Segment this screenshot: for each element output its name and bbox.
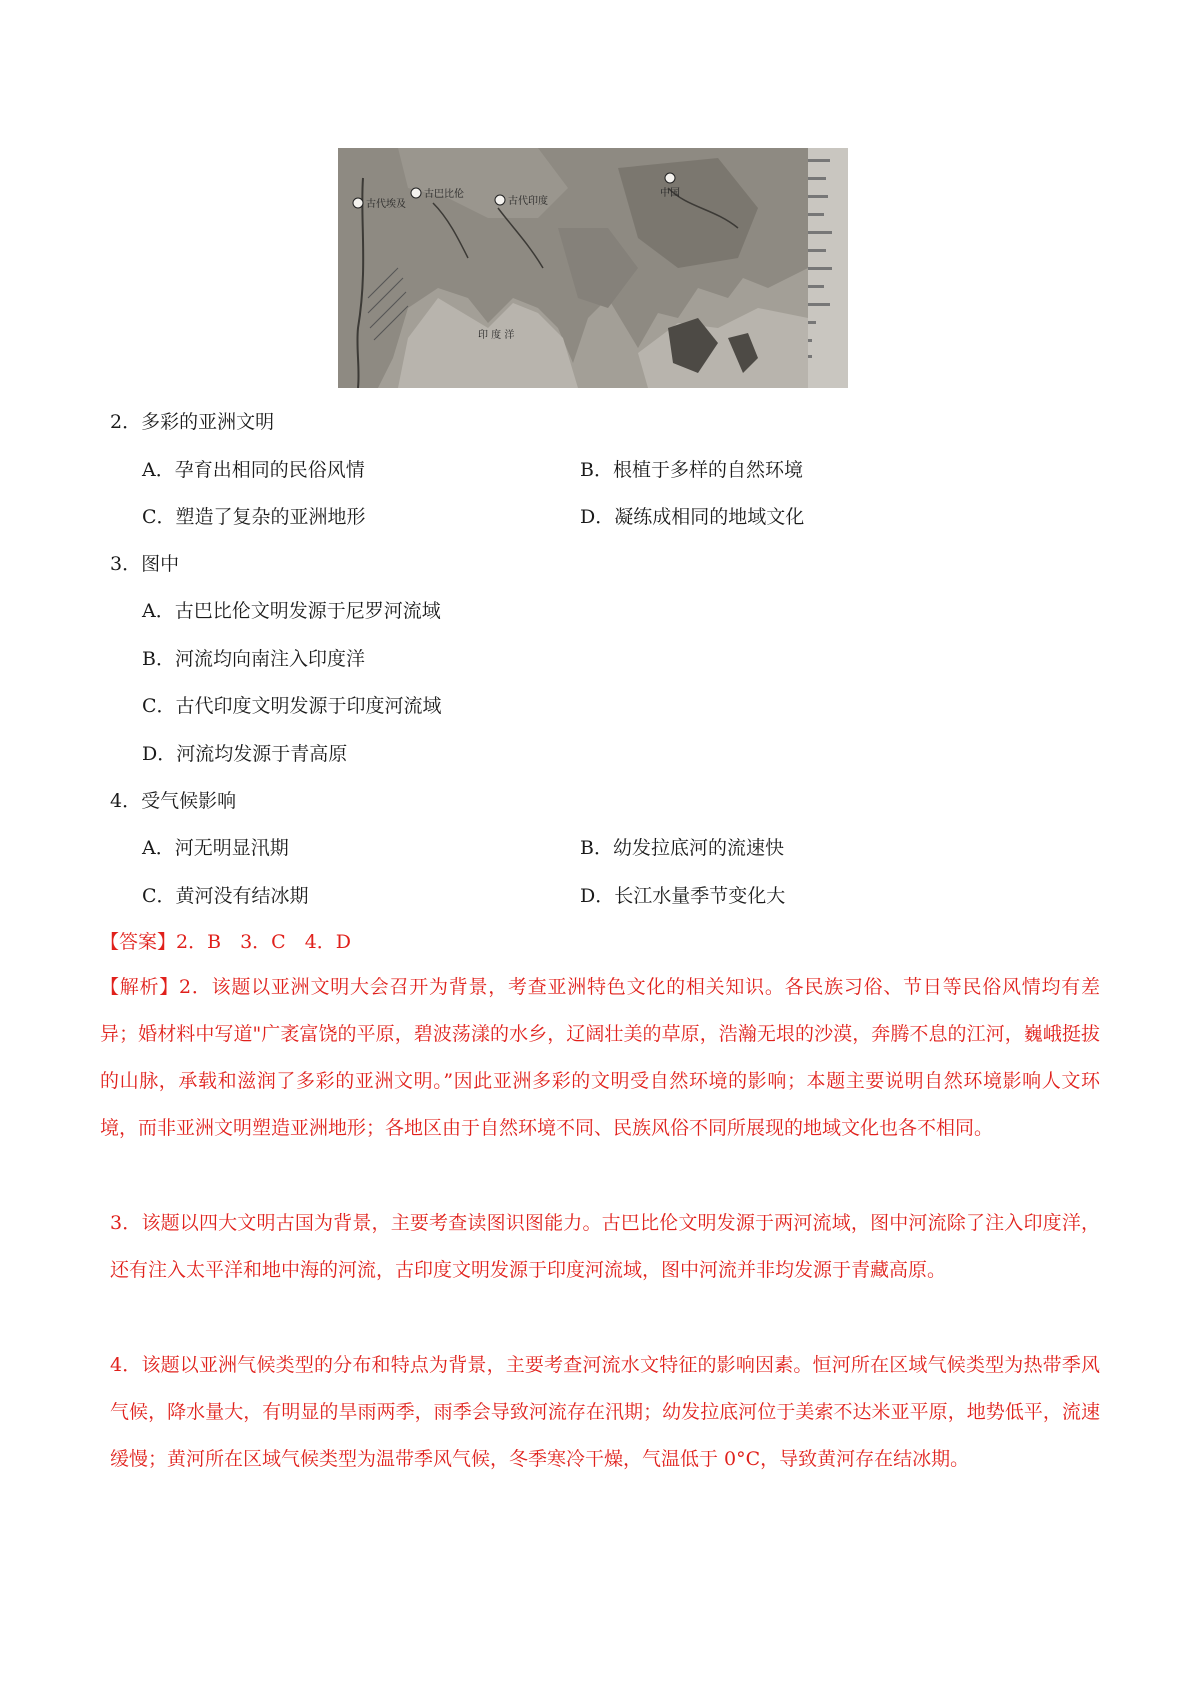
analysis-text-4: 4．该题以亚洲气候类型的分布和特点为背景，主要考查河流水文特征的影响因素。恒河所在区域气候类型为热带季风气候，降水量大，有明显的旱雨两季，雨季会导致河流存在汛期；幼发拉底河位于美索不达米亚平原，地势低平，流速缓慢；黄河所在区域气候类型为温带季风气候，冬季寒冷干燥，气温低于 0°C，导致黄河存在结冰期。 [110, 1354, 1100, 1470]
question-3-option-b[interactable] [142, 647, 365, 671]
marker-china-icon [665, 173, 675, 183]
option-letter: B． [580, 837, 613, 859]
question-3-option-a[interactable] [142, 599, 441, 623]
answer-line [100, 930, 351, 954]
option-text: 河流均发源于青高原 [176, 743, 348, 765]
question-3-option-c[interactable] [142, 694, 442, 718]
option-letter: C． [142, 695, 176, 717]
question-number: 4． [110, 790, 142, 812]
question-4-option-c[interactable] [142, 884, 309, 908]
question-4-option-b[interactable] [580, 836, 784, 860]
option-letter: B． [580, 459, 613, 481]
option-text: 古巴比伦文明发源于尼罗河流域 [174, 600, 441, 622]
answer-label: 【答案】 [100, 931, 177, 953]
map-label-babylon: 古巴比伦 [424, 189, 464, 200]
option-text: 长江水量季节变化大 [614, 885, 786, 907]
map-label-ocean: 印 度 洋 [478, 330, 515, 341]
option-text: 根植于多样的自然环境 [612, 459, 803, 481]
marker-india-icon [495, 195, 505, 205]
analysis-paragraph-4 [110, 1342, 1100, 1483]
question-3-option-d[interactable] [142, 742, 347, 766]
option-letter: C． [142, 506, 176, 528]
question-4-stem [110, 789, 236, 813]
question-number: 3． [110, 553, 142, 575]
option-text: 古代印度文明发源于印度河流域 [175, 695, 442, 717]
question-number: 2． [110, 411, 142, 433]
question-4-option-d[interactable] [580, 884, 785, 908]
option-letter: B． [142, 648, 175, 670]
map-image [338, 148, 808, 388]
option-text: 孕育出相同的民俗风情 [174, 459, 365, 481]
analysis-text-3: 3．该题以四大文明古国为背景，主要考查读图识图能力。古巴比伦文明发源于两河流域，图中河流除了注入印度洋，还有注入太平洋和地中海的河流，古印度文明发源于印度河流域，图中河流并非均发源于青藏高原。 [110, 1212, 1100, 1281]
map-label-egypt: 古代埃及 [366, 199, 406, 210]
question-text: 受气候影响 [141, 790, 237, 812]
analysis-text-2: 2．该题以亚洲文明大会召开为背景，考查亚洲特色文化的相关知识。各民族习俗、节日等民俗风情均有差异；婚材料中写道"广袤富饶的平原，碧波荡漾的水乡，辽阔壮美的草原，浩瀚无垠的沙漠，奔腾不息的江河，巍峨挺拔的山脉，承载和滋润了多彩的亚洲文明。”因此亚洲多彩的文明受自然环境的影响；本题主要说明自然环境影响人文环境，而非亚洲文明塑造亚洲地形；各地区由于自然环境不同、民族风俗不同所展现的地域文化也各不相同。 [100, 976, 1100, 1139]
map-label-china: 中国 [660, 188, 680, 199]
option-text: 凝练成相同的地域文化 [614, 506, 805, 528]
question-2-stem [110, 410, 274, 434]
option-letter: C． [142, 885, 176, 907]
question-3-stem [110, 552, 179, 576]
option-text: 河无明显汛期 [174, 837, 289, 859]
option-letter: D． [580, 506, 615, 528]
map-label-india: 古代印度 [508, 196, 548, 207]
question-text: 图中 [141, 553, 180, 575]
marker-babylon-icon [411, 188, 421, 198]
option-letter: A． [142, 459, 175, 481]
option-text: 河流均向南注入印度洋 [174, 648, 365, 670]
question-text: 多彩的亚洲文明 [141, 411, 275, 433]
analysis-label: 【解析】 [100, 976, 180, 998]
marker-egypt-icon [353, 198, 363, 208]
option-text: 幼发拉底河的流速快 [612, 837, 784, 859]
answer-text: 2．B 3．C 4．D [176, 931, 352, 953]
option-text: 塑造了复杂的亚洲地形 [175, 506, 366, 528]
analysis-paragraph-2 [100, 964, 1100, 1152]
question-2-option-c[interactable] [142, 505, 366, 529]
question-2-option-d[interactable] [580, 505, 804, 529]
question-2-option-b[interactable] [580, 458, 803, 482]
analysis-paragraph-3 [110, 1200, 1100, 1294]
option-letter: A． [142, 600, 175, 622]
option-letter: D． [580, 885, 615, 907]
option-letter: A． [142, 837, 175, 859]
asia-map-svg [338, 148, 808, 388]
option-letter: D． [142, 743, 177, 765]
question-2-option-a[interactable] [142, 458, 365, 482]
option-text: 黄河没有结冰期 [175, 885, 309, 907]
question-4-option-a[interactable] [142, 836, 289, 860]
climate-map-figure [338, 148, 848, 388]
